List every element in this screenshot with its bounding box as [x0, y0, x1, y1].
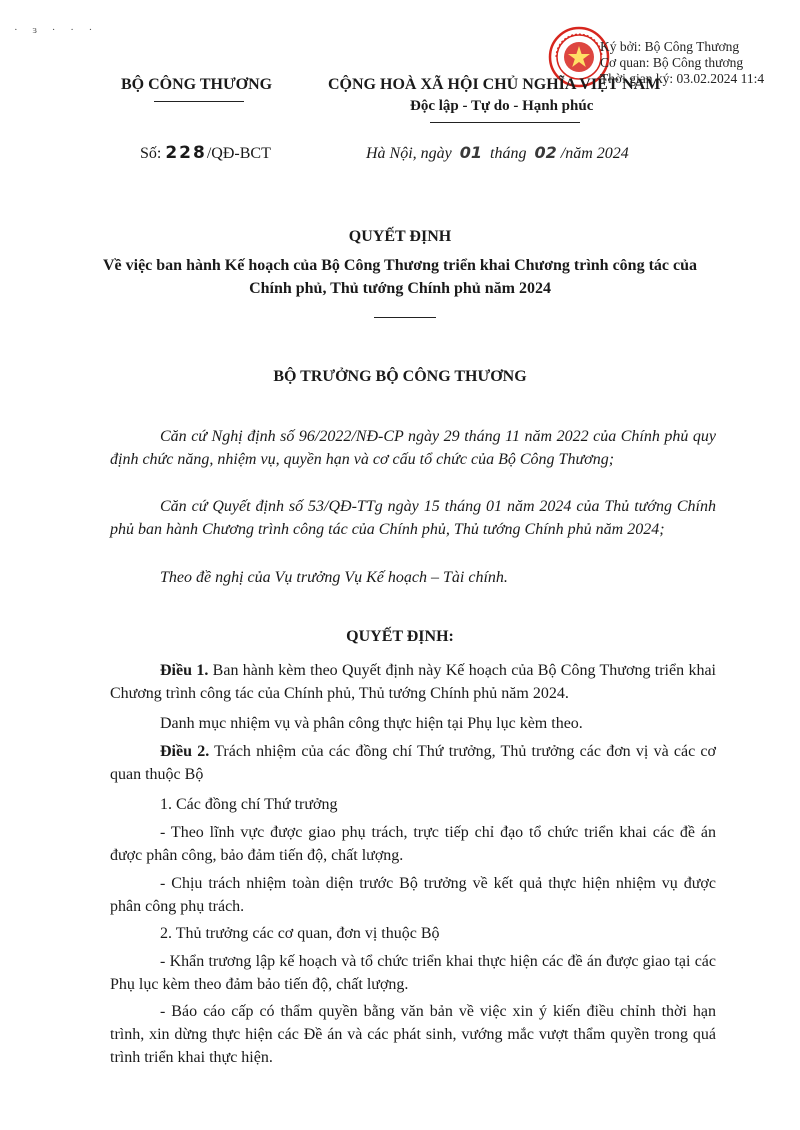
section-item: - Báo cáo cấp có thẩm quyền bằng văn bản về việc xin ý kiến điều chỉnh thời hạn trình, xin dừng thực hiện các Đề án và các phát sinh, vướng mắc vượt thẩm quyền trong quá trình triển khai thực hiện. [110, 1003, 716, 1066]
document-subject: Về việc ban hành Kế hoạch của Bộ Công Thương triển khai Chương trình công tác của Chính phủ, Thủ tướng Chính phủ năm 2024 [102, 257, 698, 297]
document-date [366, 143, 629, 163]
section-item: - Theo lĩnh vực được giao phụ trách, trực tiếp chỉ đạo tổ chức triển khai các đề án được phân công, bảo đảm tiến độ, chất lượng. [110, 824, 716, 864]
national-motto: Độc lập - Tự do - Hạnh phúc [410, 98, 594, 114]
article-1 [110, 659, 716, 705]
preamble-item: Căn cứ Nghị định số 96/2022/NĐ-CP ngày 29 tháng 11 năm 2022 của Chính phủ quy định chức năng, nhiệm vụ, quyền hạn và cơ cấu tổ chức của Bộ Công Thương; [110, 428, 716, 468]
preamble-item: Căn cứ Quyết định số 53/QĐ-TTg ngày 15 tháng 01 năm 2024 của Thủ tướng Chính phủ ban hành Chương trình công tác của Chính phủ, Thủ tướng Chính phủ năm 2024; [110, 498, 716, 538]
number-suffix: /QĐ-BCT [206, 145, 271, 162]
section-item: - Chịu trách nhiệm toàn diện trước Bộ trưởng về kết quả thực hiện nhiệm vụ được phân công phụ trách. [110, 875, 716, 915]
signature-signer: Ký bởi: Bộ Công Thương [600, 39, 740, 54]
date-place: Hà Nội, ngày [366, 145, 456, 162]
date-day-handwritten: 01 [459, 143, 483, 162]
date-year: /năm 2024 [560, 145, 629, 162]
number-prefix: Số: [140, 145, 166, 162]
decision-heading: QUYẾT ĐỊNH: [346, 628, 454, 645]
article-2-label: Điều 2. [160, 743, 210, 760]
preamble-item: Theo đề nghị của Vụ trưởng Vụ Kế hoạch – Tài chính. [160, 569, 508, 586]
signature-agency: Cơ quan: Bộ Công thương [600, 55, 744, 70]
ministry-underline [154, 101, 244, 102]
article-1-text: Ban hành kèm theo Quyết định này Kế hoạch của Bộ Công Thương triển khai Chương trình công tác của Chính phủ, Thủ tướng Chính phủ năm 2024. [110, 662, 716, 702]
date-month-handwritten: 02 [534, 143, 557, 162]
article-1-note: Danh mục nhiệm vụ và phân công thực hiện tại Phụ lục kèm theo. [160, 715, 583, 732]
section-heading: 2. Thủ trưởng các cơ quan, đơn vị thuộc Bộ [160, 925, 440, 942]
article-2 [110, 740, 716, 786]
country-name: CỘNG HOÀ XÃ HỘI CHỦ NGHĨA VIỆT NAM [328, 76, 661, 93]
signature-time: Thời gian ký: 03.02.2024 11:4 [600, 71, 765, 86]
number-handwritten: 228 [165, 143, 207, 163]
article-1-label: Điều 1. [160, 662, 209, 679]
issuing-authority: BỘ TRƯỞNG BỘ CÔNG THƯƠNG [273, 368, 527, 385]
section-heading: 1. Các đồng chí Thứ trưởng [160, 796, 338, 813]
article-2-text: Trách nhiệm của các đồng chí Thứ trưởng, Thủ trưởng các đơn vị và các cơ quan thuộc Bộ [110, 743, 716, 783]
motto-underline [430, 122, 580, 123]
document-number [140, 143, 271, 163]
section-item: - Khẩn trương lập kế hoạch và tổ chức triển khai thực hiện các đề án được giao tại các Phụ lục kèm theo đảm bảo tiến độ, chất lượng. [110, 953, 716, 993]
date-month-label: tháng [486, 145, 531, 162]
title-underline [374, 317, 436, 318]
document-title: QUYẾT ĐỊNH [348, 228, 452, 245]
issuing-ministry: BỘ CÔNG THƯƠNG [121, 76, 273, 93]
scan-speck: · ɜ · · · [14, 24, 99, 36]
